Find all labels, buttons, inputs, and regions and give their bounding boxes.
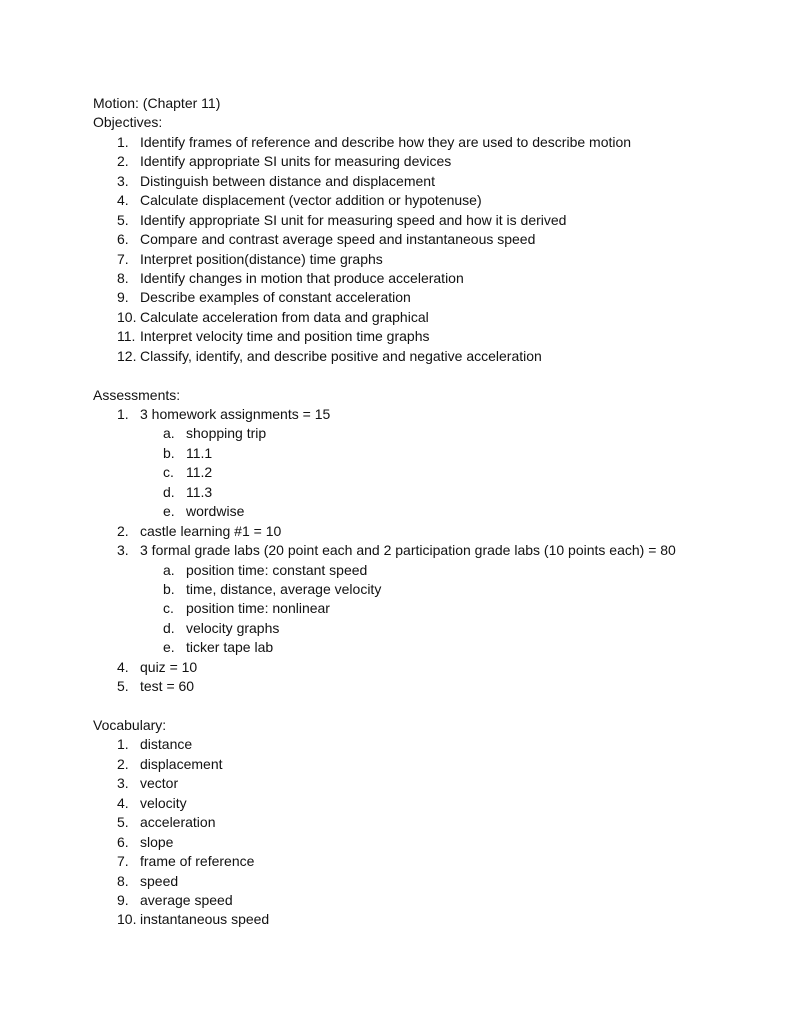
objectives-list	[93, 133, 733, 366]
item-text: 3 formal grade labs (20 point each and 2 participation grade labs (10 points each) = 80	[140, 542, 676, 559]
vocabulary-item	[93, 910, 733, 929]
objective-item	[93, 230, 733, 249]
item-text: Identify changes in motion that produce acceleration	[140, 269, 464, 286]
assessment-subitem	[93, 561, 733, 580]
objective-item	[93, 327, 733, 346]
item-text: test = 60	[140, 678, 195, 695]
subitem-letter: b.	[163, 444, 175, 461]
assessments-list	[93, 405, 733, 697]
item-number: 1.	[117, 406, 129, 422]
item-text: average speed	[140, 891, 233, 908]
item-number: 8.	[117, 872, 129, 889]
item-number: 5.	[117, 211, 129, 228]
item-text: 3 homework assignments = 15	[140, 406, 331, 422]
subitem-letter: c.	[163, 600, 174, 617]
item-text: displacement	[140, 755, 223, 772]
objective-item	[93, 288, 733, 307]
item-text: quiz = 10	[140, 658, 198, 675]
subitem-text: 11.2	[186, 464, 213, 481]
subitem-letter: d.	[163, 619, 175, 636]
item-number: 7.	[117, 250, 129, 267]
item-text: slope	[140, 833, 174, 850]
item-text: velocity	[140, 794, 187, 811]
assessment-subitem	[93, 444, 733, 463]
section-spacer	[93, 366, 733, 385]
item-text: Identify appropriate SI unit for measuring speed and how it is derived	[140, 211, 567, 228]
assessment-item	[93, 522, 733, 541]
item-number: 1.	[117, 736, 129, 753]
subitem-text: shopping trip	[186, 425, 267, 442]
item-number: 9.	[117, 289, 129, 306]
assessment-item	[93, 677, 733, 696]
item-number: 4.	[117, 658, 129, 675]
assessment-item	[93, 541, 733, 560]
assessment-subitem	[93, 424, 733, 443]
item-text: Describe examples of constant acceleration	[140, 289, 411, 306]
assessment-subitem	[93, 599, 733, 618]
item-number: 12.	[117, 347, 137, 364]
objective-item	[93, 269, 733, 288]
item-text: Calculate acceleration from data and graphical	[140, 308, 429, 325]
item-number: 10.	[117, 911, 137, 928]
assessment-subitem	[93, 483, 733, 502]
objective-item	[93, 308, 733, 327]
item-text: Distinguish between distance and displacement	[140, 172, 435, 189]
objective-item	[93, 133, 733, 152]
subitem-letter: b.	[163, 580, 175, 597]
objective-item	[93, 172, 733, 191]
item-text: vector	[140, 775, 179, 792]
subitem-text: velocity graphs	[186, 619, 280, 636]
vocabulary-list	[93, 735, 733, 929]
subitem-text: 11.1	[186, 444, 213, 461]
assessment-subitem	[93, 580, 733, 599]
item-number: 3.	[117, 172, 129, 189]
vocabulary-item	[93, 735, 733, 754]
item-text: Compare and contrast average speed and instantaneous speed	[140, 231, 536, 248]
item-number: 2.	[117, 755, 129, 772]
item-text: Classify, identify, and describe positive and negative acceleration	[140, 347, 542, 364]
assessment-item	[93, 658, 733, 677]
item-number: 4.	[117, 794, 129, 811]
subitem-letter: e.	[163, 503, 175, 520]
item-number: 2.	[117, 153, 129, 170]
subitem-text: position time: constant speed	[186, 561, 368, 578]
objective-item	[93, 347, 733, 366]
item-number: 4.	[117, 192, 129, 209]
subitem-text: wordwise	[186, 503, 245, 520]
objective-item	[93, 211, 733, 230]
item-text: Identify appropriate SI units for measuring devices	[140, 153, 452, 170]
item-number: 10.	[117, 308, 137, 325]
subitem-text: time, distance, average velocity	[186, 580, 382, 597]
objective-item	[93, 152, 733, 171]
item-number: 1.	[117, 133, 129, 150]
subitem-letter: d.	[163, 483, 175, 500]
item-number: 6.	[117, 231, 129, 248]
vocabulary-item	[93, 833, 733, 852]
subitem-text: ticker tape lab	[186, 639, 274, 656]
vocabulary-item	[93, 852, 733, 871]
objectives-heading: Objectives:	[93, 114, 163, 131]
item-text: Interpret velocity time and position time graphs	[140, 328, 430, 345]
item-text: Interpret position(distance) time graphs	[140, 250, 383, 267]
assessment-subitem	[93, 502, 733, 521]
item-number: 5.	[117, 814, 129, 831]
objective-item	[93, 191, 733, 210]
assessment-subitem	[93, 463, 733, 482]
vocabulary-item	[93, 872, 733, 891]
assessments-heading: Assessments:	[93, 386, 181, 403]
item-text: speed	[140, 872, 179, 889]
subitem-text: position time: nonlinear	[186, 600, 330, 617]
subitem-letter: c.	[163, 464, 174, 481]
vocabulary-heading: Vocabulary:	[93, 717, 167, 733]
item-number: 3.	[117, 775, 129, 792]
subitem-letter: e.	[163, 639, 175, 656]
item-number: 3.	[117, 542, 129, 559]
section-spacer	[93, 697, 733, 716]
item-number: 9.	[117, 891, 129, 908]
item-number: 5.	[117, 678, 129, 695]
assessment-item	[93, 405, 733, 424]
item-number: 2.	[117, 522, 129, 539]
item-number: 11.	[117, 328, 136, 345]
item-text: castle learning #1 = 10	[140, 522, 282, 539]
vocabulary-item	[93, 794, 733, 813]
vocabulary-item	[93, 774, 733, 793]
item-text: Identify frames of reference and describe how they are used to describe motion	[140, 133, 632, 150]
item-text: Calculate displacement (vector addition or hypotenuse)	[140, 192, 482, 209]
subitem-letter: a.	[163, 425, 175, 442]
document	[93, 94, 733, 930]
vocabulary-item	[93, 755, 733, 774]
assessment-subitem	[93, 619, 733, 638]
subitem-text: 11.3	[186, 483, 213, 500]
item-text: frame of reference	[140, 853, 255, 870]
vocabulary-item	[93, 813, 733, 832]
item-number: 8.	[117, 269, 129, 286]
objective-item	[93, 250, 733, 269]
vocabulary-item	[93, 891, 733, 910]
item-number: 7.	[117, 853, 129, 870]
document-title: Motion: (Chapter 11)	[93, 95, 221, 111]
item-number: 6.	[117, 833, 129, 850]
subitem-letter: a.	[163, 561, 175, 578]
item-text: acceleration	[140, 814, 216, 831]
item-text: distance	[140, 736, 193, 753]
assessment-subitem	[93, 638, 733, 657]
item-text: instantaneous speed	[140, 911, 270, 928]
